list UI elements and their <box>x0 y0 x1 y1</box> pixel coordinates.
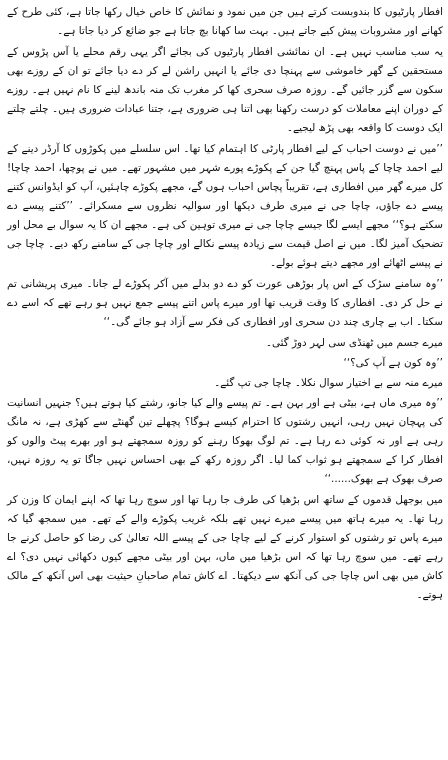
paragraph-9: میں بوجھل قدموں کے ساتھ اس بڑھیا کی طرف جا رہا تھا اور سوچ رہا تھا کہ اپنے ایمان کا وزن کر رہا تھا۔ یہ میرے ہاتھ میں پیسے میرے نہیں تھے بلکہ غریب پکوڑے والے کے تھے۔ میں سمجھ گیا کہ میرے پاس تو رشتوں کو استوار کرنے کے لیے چاچا جی کے پیسے اللہ تعالیٰ کی رضا کو حاصل کرنے جا رہے تھے۔ میں سوچ رہا تھا کہ اس بڑھیا میں ماں، بہن اور بیٹی مجھے کیوں دکھائی نہیں دی؟ اے کاش میں بھی اس چاچا جی کی آنکھ سے دیکھتا۔ اے کاش تمام صاحبانِ حیثیت بھی اس آنکھ کے مالک ہوتے۔ <box>7 494 443 601</box>
paragraph-2: یہ سب مناسب نہیں ہے۔ ان نمائشی افطار پارٹیوں کی بجائے اگر یہی رقم محلے یا آس پڑوس کے مستحقین کے گھر خاموشی سے پہنچا دی جائے یا انہیں راشن لے کر دے دیا جائے تو ان کے روزے بھی سکون سے گزر جائیں گے۔ روزہ صرف سحری کھا کر مغرب تک منہ باندھ لینے کا نام نہیں ہے۔ روزے کے دوران اپنے معاملات کو درست رکھنا بھی اتنا ہی ضروری ہے، جتنا عبادات ضروری ہیں۔ چلتے چلتے ایک دوست کا واقعہ بھی پڑھ لیجیے۔ <box>7 46 443 134</box>
paragraph-7: میرے منہ سے بے اختیار سوال نکلا۔ چاچا جی تپ گئے۔ <box>214 377 443 389</box>
paragraph-4: ’’وہ سامنے سڑک کے اس پار بوڑھی عورت کو دے دو بدلے میں آکر پکوڑے لے جانا۔ میری پریشانی تم نے حل کر دی۔ افطاری کا وقت قریب تھا اور میرے پاس اتنے پیسے جمع نہیں ہو رہے تھے کہ اسے دے سکتا۔ اب بے چاری چند دن سحری اور افطاری کی فکر سے آزاد ہو جائے گی۔‘‘ <box>7 278 443 328</box>
paragraph-1: افطار پارٹیوں کا بندوبست کرتے ہیں جن میں نمود و نمائش کا خاص خیال رکھا جاتا ہے، کئی طرح کے کھانے اور مشروبات پیش کیے جاتے ہیں۔ بہت سا کھانا بچ جاتا ہے جو ضائع کر دیا جاتا ہے۔ <box>7 6 443 37</box>
paragraph-3: ’’میں نے دوست احباب کے لیے افطار پارٹی کا اہتمام کیا تھا۔ اس سلسلے میں پکوڑوں کا آرڈر دینے کے لیے احمد چاچا کے پاس پہنچ گیا جن کے پکوڑے پورے شہر میں مشہور تھے۔ میں نے پوچھا، احمد چاچا! کل میرے گھر میں افطاری ہے، تقریباً پچاس احباب ہوں گے، مجھے پکوڑے چاہئیں، آپ کو ایڈوانس کتنے پیسے دے جاؤں، چاچا جی نے میری طرف دیکھا اور سوالیہ نظروں سے مسکرائے۔ ’’کتنے پیسے دے سکتے ہو؟‘‘ مجھے ایسے لگا جیسے چاچا جی نے میری توہین کی ہے۔ مجھے ان کا یہ سوال بے محل اور تضحیک آمیز لگا۔ میں نے اصل قیمت سے زیادہ پیسے نکالے اور چاچا جی کے سامنے رکھ دیے۔ چاچا جی نے پیسے اٹھائے اور مجھے دیتے ہوئے بولے۔ <box>7 143 443 269</box>
paragraph-6: ’’وہ کون ہے آپ کی؟‘‘ <box>343 357 443 369</box>
paragraph-5: میرے جسم میں ٹھنڈی سی لہر دوڑ گئی۔ <box>265 337 443 349</box>
paragraph-8: ’’وہ میری ماں ہے، بیٹی ہے اور بہن ہے۔ تم پیسے والے کیا جانو، رشتے کیا ہوتے ہیں؟ جنہیں انسانیت کی پہچان نہیں رہی، انہیں رشتوں کا احترام کیسے ہوگا؟ پچھلے تین گھنٹے سے کھڑی ہے، نہ مانگ رہی ہے اور نہ کوئی دے رہا ہے۔ تم لوگ بھوکا رہنے کو روزہ سمجھتے ہو اور بھرے پیٹ والوں کو افطار کرا کے سمجھتے ہو ثواب کما لیا۔ اگر روزہ رکھ کے بھی احساس نہیں جاگا تو یہ روزہ نہیں، صرف بھوک ہے بھوک......‘‘ <box>7 397 443 485</box>
